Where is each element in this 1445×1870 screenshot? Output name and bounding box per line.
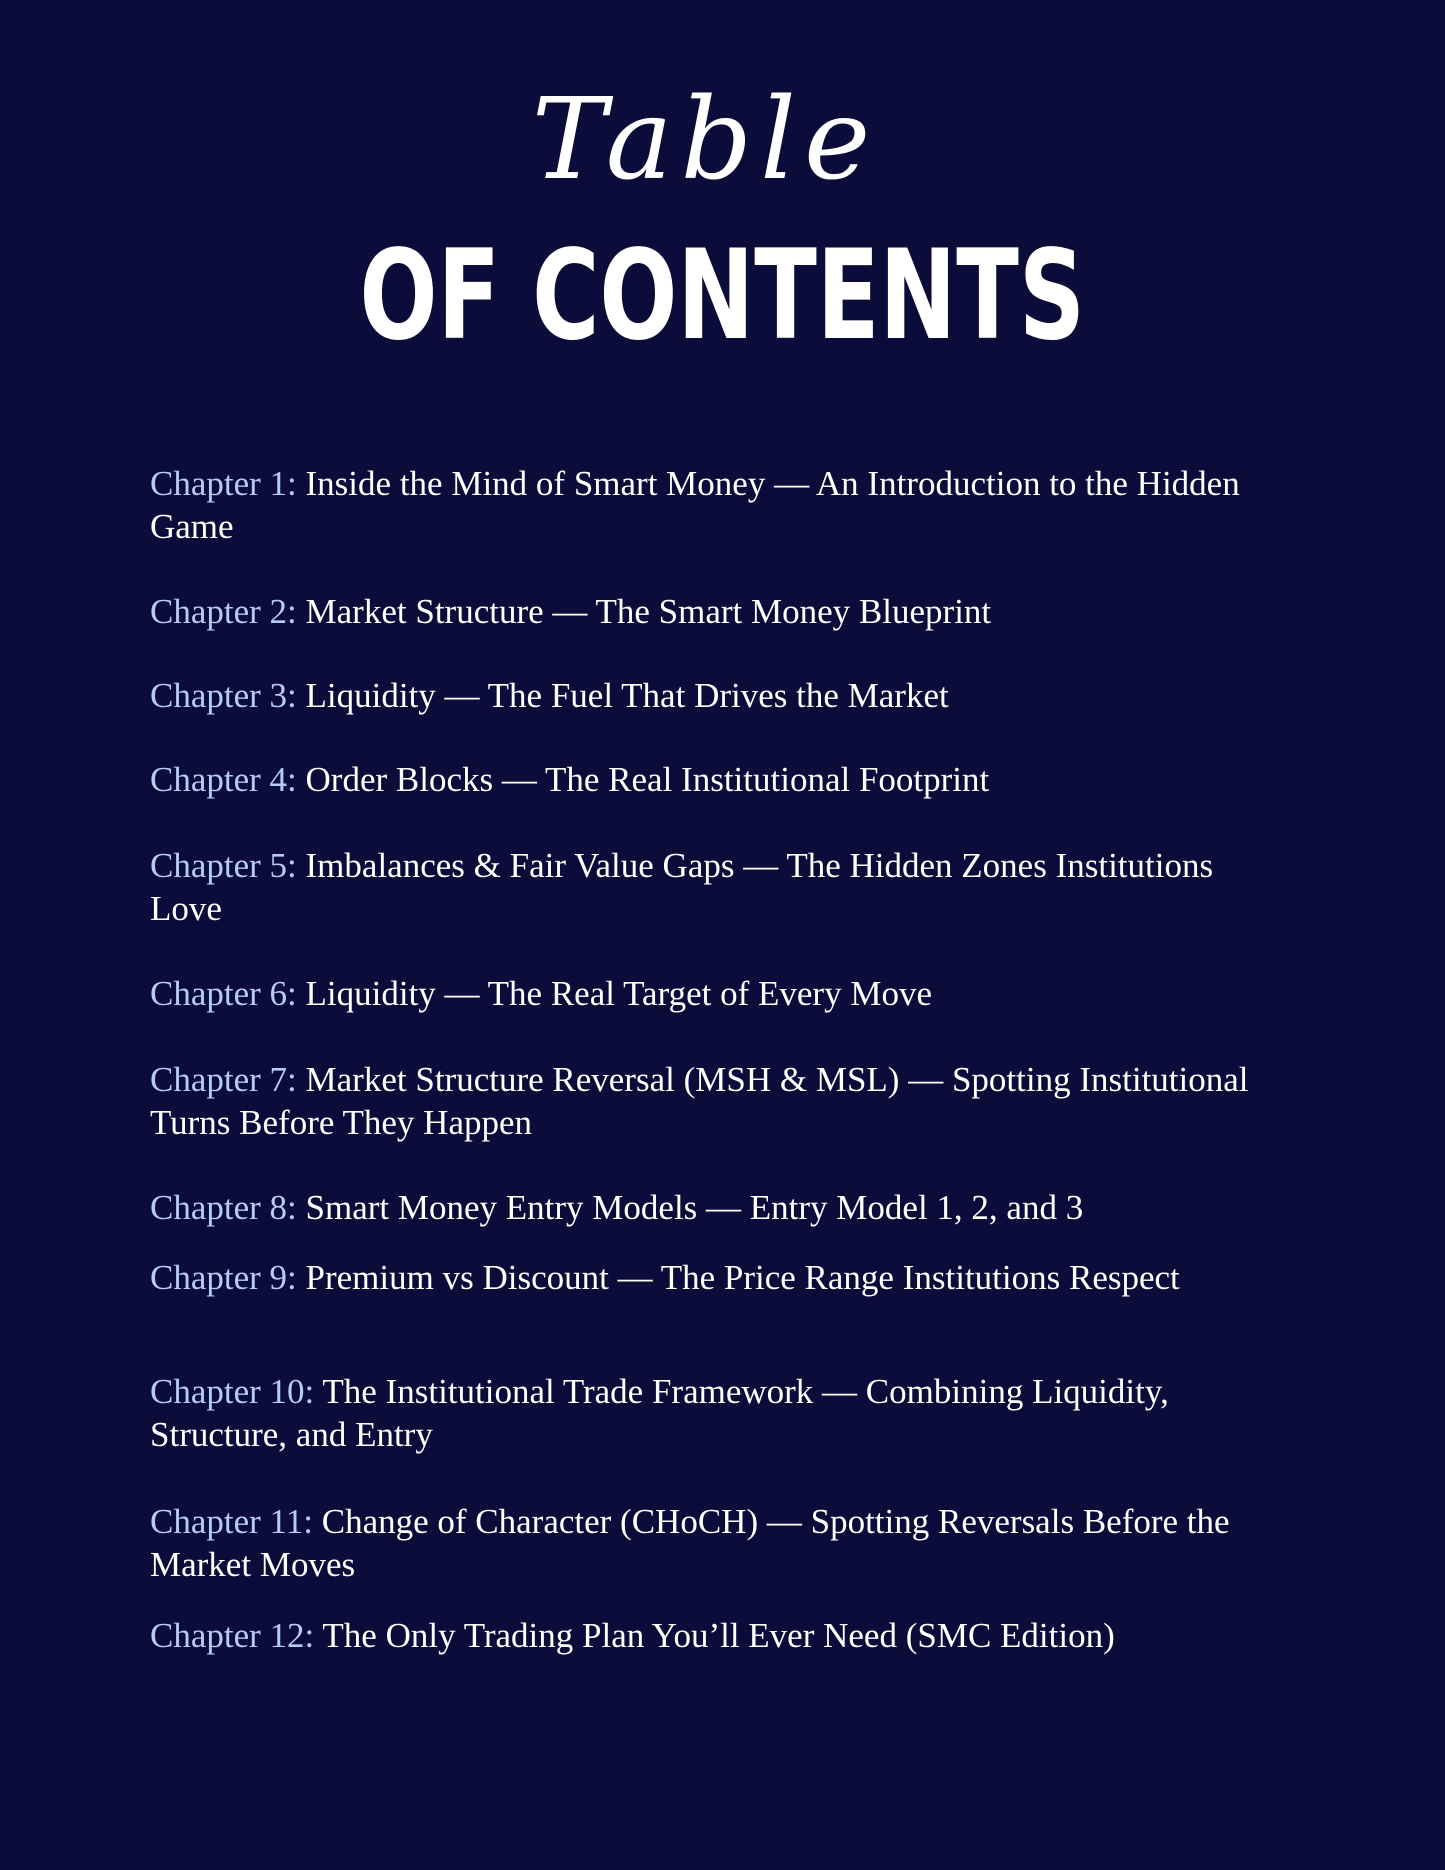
chapter-label: Chapter 9: [150,1258,297,1297]
chapter-label: Chapter 11: [150,1502,313,1541]
chapter-label: Chapter 8: [150,1188,297,1227]
chapter-label: Chapter 7: [150,1060,297,1099]
chapter-title: Market Structure — The Smart Money Blueprint [305,592,992,631]
page-title [0,226,1445,366]
toc-entry-chapter-2[interactable] [150,590,1260,633]
page-header [0,0,1445,400]
chapter-title: Inside the Mind of Smart Money — An Introduction to the Hidden Game [150,464,1240,546]
chapter-title: The Institutional Trade Framework — Combining Liquidity, Structure, and Entry [150,1372,1169,1454]
toc-entry-chapter-8[interactable] [150,1186,1260,1229]
toc-entry-chapter-7[interactable] [150,1058,1260,1144]
toc-entry-chapter-3[interactable] [150,674,1260,717]
chapter-title: Imbalances & Fair Value Gaps — The Hidden Zones Institutions Love [150,846,1214,928]
page-title-text: OF CONTENTS [359,224,1086,368]
toc-entry-chapter-10[interactable] [150,1370,1260,1456]
chapter-label: Chapter 12: [150,1616,315,1655]
toc-entry-chapter-12[interactable] [150,1614,1260,1657]
chapter-title: Order Blocks — The Real Institutional Footprint [305,760,990,799]
chapter-label: Chapter 2: [150,592,297,631]
chapter-title: Smart Money Entry Models — Entry Model 1, 2, and 3 [305,1188,1084,1227]
chapter-title: Liquidity — The Real Target of Every Move [305,974,932,1013]
toc-entry-chapter-11[interactable] [150,1500,1260,1586]
toc-entry-chapter-9[interactable] [150,1256,1260,1299]
chapter-label: Chapter 6: [150,974,297,1013]
chapter-label: Chapter 3: [150,676,297,715]
chapter-label: Chapter 4: [150,760,297,799]
chapter-title: Market Structure Reversal (MSH & MSL) — Spotting Institutional Turns Before They Happen [150,1060,1249,1142]
chapter-title: The Only Trading Plan You’ll Ever Need (SMC Edition) [322,1616,1115,1655]
toc-entry-chapter-1[interactable] [150,462,1260,548]
chapter-label: Chapter 5: [150,846,297,885]
toc-entry-chapter-5[interactable] [150,844,1260,930]
toc-entry-chapter-6[interactable] [150,972,1260,1015]
script-title: Table [531,75,879,205]
chapter-label: Chapter 10: [150,1372,315,1411]
chapter-title: Liquidity — The Fuel That Drives the Market [305,676,949,715]
chapter-label: Chapter 1: [150,464,297,503]
toc-entry-chapter-4[interactable] [150,758,1260,801]
chapter-title: Change of Character (CHoCH) — Spotting Reversals Before the Market Moves [150,1502,1230,1584]
chapter-title: Premium vs Discount — The Price Range Institutions Respect [305,1258,1180,1297]
